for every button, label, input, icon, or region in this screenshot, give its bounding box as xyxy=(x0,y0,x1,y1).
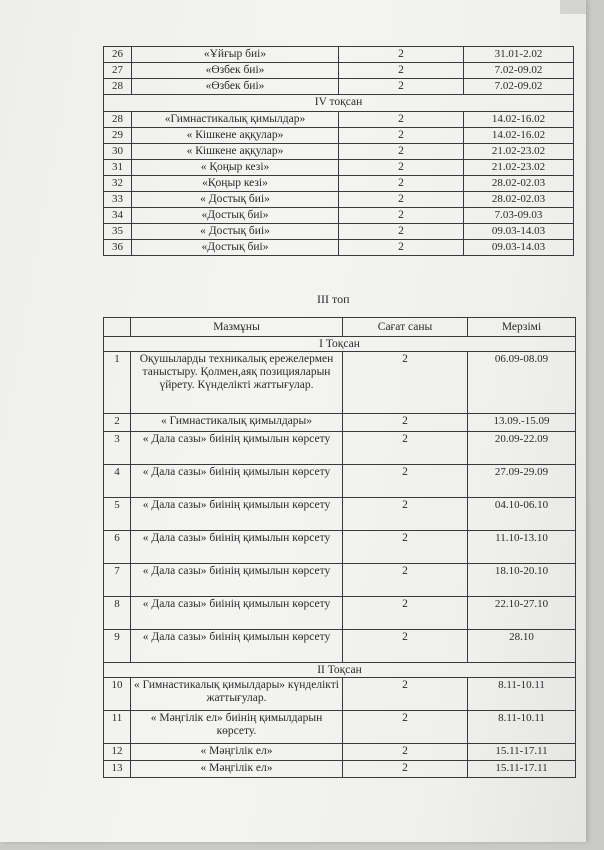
row-dates: 31.01-2.02 xyxy=(464,47,574,63)
row-dates: 28.02-02.03 xyxy=(464,192,574,208)
header-dates: Мерзімі xyxy=(468,318,576,337)
row-hours: 2 xyxy=(343,432,468,465)
row-dates: 09.03-14.03 xyxy=(464,224,574,240)
row-hours: 2 xyxy=(343,352,468,414)
table-row xyxy=(104,597,576,630)
header-num xyxy=(104,318,131,337)
row-hours: 2 xyxy=(339,79,464,95)
row-content: « Дала сазы» биінің қимылын көрсету xyxy=(131,630,343,663)
table-row xyxy=(104,711,576,744)
row-content: «Ұйғыр биі» xyxy=(132,47,339,63)
row-content: « Мәңгілік ел» биінің қимылдарын көрсету. xyxy=(131,711,343,744)
row-number: 2 xyxy=(104,414,131,432)
row-hours: 2 xyxy=(339,128,464,144)
table-row xyxy=(104,112,574,128)
row-hours: 2 xyxy=(339,47,464,63)
section-row xyxy=(104,95,574,112)
row-dates: 06.09-08.09 xyxy=(468,352,576,414)
table-row xyxy=(104,160,574,176)
row-number: 29 xyxy=(104,128,132,144)
row-content: «Өзбек биі» xyxy=(132,79,339,95)
row-number: 11 xyxy=(104,711,131,744)
row-dates: 7.03-09.03 xyxy=(464,208,574,224)
page-corner xyxy=(560,0,586,14)
row-content: «Гимнастикалық қимылдар» xyxy=(132,112,339,128)
row-number: 12 xyxy=(104,744,131,761)
row-number: 31 xyxy=(104,160,132,176)
row-number: 8 xyxy=(104,597,131,630)
row-number: 28 xyxy=(104,79,132,95)
table1-rows-top xyxy=(104,47,574,95)
schedule-table-continued xyxy=(103,46,574,256)
row-number: 32 xyxy=(104,176,132,192)
table-row xyxy=(104,128,574,144)
row-content: « Дала сазы» биінің қимылын көрсету xyxy=(131,597,343,630)
row-content: « Дала сазы» биінің қимылын көрсету xyxy=(131,498,343,531)
row-hours: 2 xyxy=(343,630,468,663)
table-row xyxy=(104,761,576,778)
table-row xyxy=(104,414,576,432)
section-label: IV тоқсан xyxy=(104,95,574,112)
row-content: « Гимнастикалық қимылдары» күнделікті жаттығулар. xyxy=(131,678,343,711)
table-row xyxy=(104,224,574,240)
row-hours: 2 xyxy=(339,63,464,79)
row-content: «Өзбек биі» xyxy=(132,63,339,79)
row-hours: 2 xyxy=(343,678,468,711)
table-row xyxy=(104,63,574,79)
row-number: 34 xyxy=(104,208,132,224)
table2-rows-q1 xyxy=(104,352,576,663)
row-dates: 28.02-02.03 xyxy=(464,176,574,192)
row-content: « Мәңгілік ел» xyxy=(131,761,343,778)
section-row xyxy=(104,663,576,678)
table1-rows-bottom xyxy=(104,112,574,256)
row-hours: 2 xyxy=(339,240,464,256)
header-hours: Сағат саны xyxy=(343,318,468,337)
row-hours: 2 xyxy=(343,761,468,778)
row-dates: 13.09.-15.09 xyxy=(468,414,576,432)
row-content: «Достық биі» xyxy=(132,208,339,224)
row-hours: 2 xyxy=(343,531,468,564)
table-row xyxy=(104,564,576,597)
row-dates: 04.10-06.10 xyxy=(468,498,576,531)
table-row xyxy=(104,432,576,465)
row-number: 6 xyxy=(104,531,131,564)
row-hours: 2 xyxy=(339,224,464,240)
row-number: 36 xyxy=(104,240,132,256)
table-row xyxy=(104,176,574,192)
row-content: « Достық биі» xyxy=(132,192,339,208)
table-row xyxy=(104,192,574,208)
row-number: 3 xyxy=(104,432,131,465)
row-dates: 14.02-16.02 xyxy=(464,128,574,144)
row-content: « Кішкене аққулар» xyxy=(132,144,339,160)
row-hours: 2 xyxy=(343,711,468,744)
row-hours: 2 xyxy=(343,465,468,498)
row-hours: 2 xyxy=(343,744,468,761)
row-dates: 7.02-09.02 xyxy=(464,63,574,79)
row-content: « Қоңыр кезі» xyxy=(132,160,339,176)
row-number: 5 xyxy=(104,498,131,531)
row-number: 27 xyxy=(104,63,132,79)
row-hours: 2 xyxy=(343,564,468,597)
row-content: « Кішкене аққулар» xyxy=(132,128,339,144)
row-dates: 8.11-10.11 xyxy=(468,678,576,711)
row-content: « Дала сазы» биінің қимылын көрсету xyxy=(131,564,343,597)
row-number: 1 xyxy=(104,352,131,414)
row-content: «Қоңыр кезі» xyxy=(132,176,339,192)
row-content: Оқушыларды техникалық ережелермен таныстыру. Қолмен,аяқ позицияларын үйрету. Күнделікті жаттығулар. xyxy=(131,352,343,414)
header-row xyxy=(104,318,576,337)
row-number: 4 xyxy=(104,465,131,498)
table-row xyxy=(104,79,574,95)
table2-rows-q2 xyxy=(104,678,576,778)
row-hours: 2 xyxy=(343,498,468,531)
row-number: 35 xyxy=(104,224,132,240)
schedule-table-group3 xyxy=(103,317,576,778)
row-hours: 2 xyxy=(339,176,464,192)
row-dates: 15.11-17.11 xyxy=(468,761,576,778)
row-dates: 18.10-20.10 xyxy=(468,564,576,597)
row-hours: 2 xyxy=(339,208,464,224)
row-hours: 2 xyxy=(343,414,468,432)
row-dates: 14.02-16.02 xyxy=(464,112,574,128)
row-content: « Дала сазы» биінің қимылын көрсету xyxy=(131,531,343,564)
row-dates: 09.03-14.03 xyxy=(464,240,574,256)
row-content: « Мәңгілік ел» xyxy=(131,744,343,761)
section-row xyxy=(104,337,576,352)
table-row xyxy=(104,678,576,711)
table-row xyxy=(104,47,574,63)
table-row xyxy=(104,208,574,224)
group-title: III топ xyxy=(317,292,350,306)
table-row xyxy=(104,498,576,531)
row-dates: 8.11-10.11 xyxy=(468,711,576,744)
row-content: « Гимнастикалық қимылдары» xyxy=(131,414,343,432)
row-hours: 2 xyxy=(339,144,464,160)
row-content: « Достық биі» xyxy=(132,224,339,240)
table-row xyxy=(104,531,576,564)
row-dates: 21.02-23.02 xyxy=(464,144,574,160)
section-label: І Тоқсан xyxy=(104,337,576,352)
row-hours: 2 xyxy=(343,597,468,630)
row-number: 7 xyxy=(104,564,131,597)
table-row xyxy=(104,465,576,498)
row-dates: 21.02-23.02 xyxy=(464,160,574,176)
row-content: « Дала сазы» биінің қимылын көрсету xyxy=(131,432,343,465)
row-number: 13 xyxy=(104,761,131,778)
row-hours: 2 xyxy=(339,192,464,208)
row-hours: 2 xyxy=(339,160,464,176)
row-dates: 22.10-27.10 xyxy=(468,597,576,630)
row-dates: 15.11-17.11 xyxy=(468,744,576,761)
table-row xyxy=(104,240,574,256)
row-dates: 7.02-09.02 xyxy=(464,79,574,95)
section-label: ІІ Тоқсан xyxy=(104,663,576,678)
row-dates: 20.09-22.09 xyxy=(468,432,576,465)
table-row xyxy=(104,630,576,663)
row-number: 9 xyxy=(104,630,131,663)
table-row xyxy=(104,744,576,761)
table-row xyxy=(104,144,574,160)
table-row xyxy=(104,352,576,414)
row-number: 26 xyxy=(104,47,132,63)
row-content: « Дала сазы» биінің қимылын көрсету xyxy=(131,465,343,498)
header-content: Мазмұны xyxy=(131,318,343,337)
row-dates: 27.09-29.09 xyxy=(468,465,576,498)
row-dates: 11.10-13.10 xyxy=(468,531,576,564)
row-number: 30 xyxy=(104,144,132,160)
row-hours: 2 xyxy=(339,112,464,128)
row-number: 28 xyxy=(104,112,132,128)
row-dates: 28.10 xyxy=(468,630,576,663)
row-number: 33 xyxy=(104,192,132,208)
row-content: «Достық биі» xyxy=(132,240,339,256)
row-number: 10 xyxy=(104,678,131,711)
